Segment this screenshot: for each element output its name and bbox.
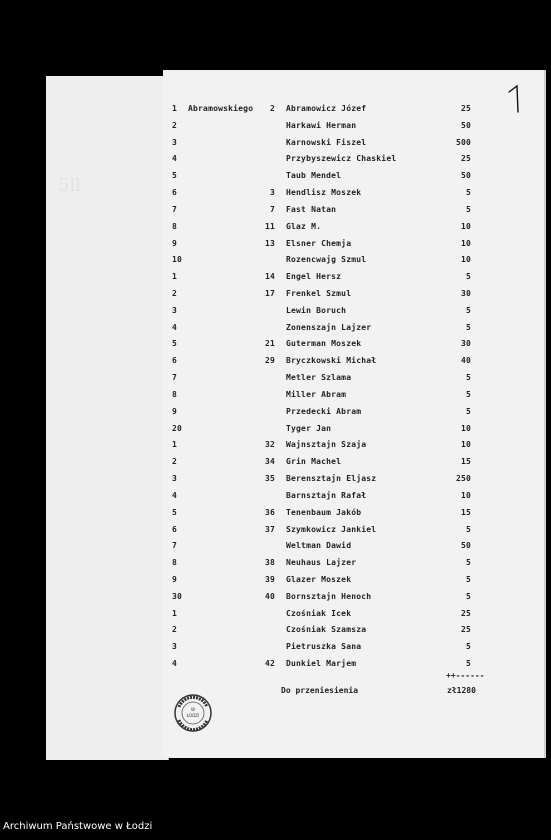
house-number: 38: [264, 558, 275, 568]
row-number: 1: [172, 104, 178, 113]
person-name: Guterman Moszek: [286, 339, 362, 349]
table-row: [0, 154, 551, 170]
row-number: 6: [172, 524, 178, 534]
amount: 25: [460, 154, 471, 164]
person-name: Bryczkowski Michał: [286, 356, 377, 366]
house-number: 42: [264, 659, 275, 669]
row-number: 4: [172, 659, 178, 669]
row-number: 8: [172, 389, 178, 399]
row-number: 8: [172, 221, 178, 231]
person-name: Miller Abram: [286, 389, 347, 399]
amount: 5: [465, 524, 471, 534]
table-row: [0, 188, 551, 204]
amount: 25: [460, 608, 471, 618]
person-name: Tyger Jan: [286, 423, 332, 433]
amount: 5: [465, 322, 471, 332]
amount: 50: [460, 171, 471, 181]
person-name: Metler Szlama: [286, 373, 352, 383]
person-name: Berensztajn Eljasz: [286, 474, 377, 484]
amount: 5: [465, 574, 471, 584]
amount: 5: [465, 659, 471, 669]
row-number: 2: [172, 457, 178, 467]
row-number: 7: [172, 204, 178, 214]
row-number: 5: [172, 507, 178, 517]
row-number: 4: [172, 154, 178, 164]
person-name: Hendlisz Moszek: [286, 188, 362, 198]
total-label: Do przeniesienia: [281, 686, 359, 695]
amount: 10: [460, 238, 471, 248]
row-number: 9: [172, 238, 178, 248]
table-row: [0, 424, 551, 440]
row-number: 4: [172, 322, 178, 332]
table-row: [0, 440, 551, 456]
house-number: 39: [264, 574, 275, 584]
amount: 15: [460, 507, 471, 517]
house-number: 35: [264, 474, 275, 484]
table-row: [0, 239, 551, 255]
amount: 5: [465, 373, 471, 383]
table-row: [0, 171, 551, 187]
table-row: [0, 575, 551, 591]
amount: 50: [460, 120, 471, 130]
amount: 500: [455, 137, 471, 147]
amount: 5: [465, 642, 471, 652]
person-name: Rozencwajg Szmul: [286, 255, 367, 265]
person-name: Przedecki Abram: [286, 406, 362, 416]
person-name: Dunkiel Marjem: [286, 659, 357, 669]
row-number: 4: [172, 490, 178, 500]
person-name: Abramowicz Józef: [286, 104, 367, 113]
person-name: Przybyszewicz Chaskiel: [286, 154, 397, 164]
house-number: 21: [264, 339, 275, 349]
amount: 30: [460, 289, 471, 299]
row-number: 10: [172, 255, 183, 265]
archive-stamp-icon: [173, 693, 213, 733]
table-row: [0, 625, 551, 641]
table-row: [0, 525, 551, 541]
row-number: 20: [172, 423, 183, 433]
amount: 10: [460, 440, 471, 450]
amount: 250: [455, 474, 471, 484]
house-number: 36: [264, 507, 275, 517]
person-name: Czośniak Szamsza: [286, 625, 367, 635]
amount: 10: [460, 255, 471, 265]
row-number: 9: [172, 406, 178, 416]
row-number: 7: [172, 541, 178, 551]
row-number: 5: [172, 339, 178, 349]
table-row: [0, 222, 551, 238]
table-row: [0, 339, 551, 355]
amount: 15: [460, 457, 471, 467]
amount: 25: [460, 625, 471, 635]
table-row: [0, 474, 551, 490]
amount: 10: [460, 221, 471, 231]
table-row: [0, 104, 551, 120]
amount: 5: [465, 406, 471, 416]
total-value: zł1280: [447, 686, 476, 695]
table-row: [0, 407, 551, 423]
person-name: Barnsztajn Rafał: [286, 490, 367, 500]
person-name: Neuhaus Lajzer: [286, 558, 357, 568]
person-name: Taub Mendel: [286, 171, 342, 181]
house-number: 14: [264, 272, 275, 282]
person-name: Engel Hersz: [286, 272, 342, 282]
person-name: Tenenbaum Jakób: [286, 507, 362, 517]
amount: 5: [465, 591, 471, 601]
amount: 40: [460, 356, 471, 366]
person-name: Wajnsztajn Szaja: [286, 440, 367, 450]
amount: 5: [465, 389, 471, 399]
amount: 5: [465, 305, 471, 315]
table-row: [0, 508, 551, 524]
street-name: Abramowskiego: [188, 104, 254, 113]
amount: 50: [460, 541, 471, 551]
house-number: 17: [264, 289, 275, 299]
amount: 25: [460, 104, 471, 113]
table-row: [0, 289, 551, 305]
row-number: 3: [172, 137, 178, 147]
total-separator: ++------: [446, 671, 485, 680]
row-number: 7: [172, 373, 178, 383]
person-name: Lewin Boruch: [286, 305, 347, 315]
table-row: [0, 205, 551, 221]
row-number: 2: [172, 625, 178, 635]
house-number: 32: [264, 440, 275, 450]
house-number: 2: [269, 104, 275, 113]
house-number: 34: [264, 457, 275, 467]
table-row: [0, 491, 551, 507]
table-row: [0, 558, 551, 574]
person-name: Elsner Chemja: [286, 238, 352, 248]
person-name: Weltman Dawid: [286, 541, 352, 551]
row-number: 6: [172, 188, 178, 198]
row-number: 8: [172, 558, 178, 568]
house-number: 37: [264, 524, 275, 534]
house-number: 3: [269, 188, 275, 198]
person-name: Grin Machel: [286, 457, 342, 467]
row-number: 2: [172, 289, 178, 299]
house-number: 13: [264, 238, 275, 248]
house-number: 40: [264, 591, 275, 601]
person-name: Szymkowicz Jankiel: [286, 524, 377, 534]
row-number: 3: [172, 474, 178, 484]
amount: 5: [465, 188, 471, 198]
table-row: [0, 323, 551, 339]
table-row: [0, 390, 551, 406]
row-number: 6: [172, 356, 178, 366]
table-row: [0, 255, 551, 271]
person-name: Pietruszka Sana: [286, 642, 362, 652]
svg-text:W: W: [191, 707, 195, 712]
person-name: Zonenszajn Lajzer: [286, 322, 372, 332]
archive-footer: Archiwum Państwowe w Łodzi: [3, 821, 153, 832]
person-name: Harkawi Herman: [286, 120, 357, 130]
table-row: [0, 592, 551, 608]
table-row: [0, 373, 551, 389]
amount: 10: [460, 490, 471, 500]
table-row: [0, 541, 551, 557]
table-row: [0, 609, 551, 625]
amount: 5: [465, 204, 471, 214]
row-number: 1: [172, 440, 178, 450]
table-row: [0, 642, 551, 658]
amount: 5: [465, 272, 471, 282]
person-name: Frenkel Szmul: [286, 289, 352, 299]
person-name: Glazer Moszek: [286, 574, 352, 584]
row-number: 1: [172, 272, 178, 282]
table-row: [0, 138, 551, 154]
bleed-through-mark: 5ll: [58, 175, 81, 196]
row-number: 1: [172, 608, 178, 618]
table-row: [0, 457, 551, 473]
table-row: [0, 306, 551, 322]
row-number: 5: [172, 171, 178, 181]
table-row: [0, 356, 551, 372]
row-number: 3: [172, 642, 178, 652]
house-number: 29: [264, 356, 275, 366]
row-number: 9: [172, 574, 178, 584]
person-name: Glaz M.: [286, 221, 322, 231]
amount: 10: [460, 423, 471, 433]
row-number: 3: [172, 305, 178, 315]
table-row: [0, 121, 551, 137]
amount: 5: [465, 558, 471, 568]
person-name: Bornsztajn Henoch: [286, 591, 372, 601]
house-number: 11: [264, 221, 275, 231]
table-row: [0, 272, 551, 288]
amount: 30: [460, 339, 471, 349]
house-number: 7: [269, 204, 275, 214]
person-name: Czośniak Icek: [286, 608, 352, 618]
svg-text:ŁODZI: ŁODZI: [186, 713, 200, 718]
person-name: Fast Natan: [286, 204, 337, 214]
row-number: 30: [172, 591, 183, 601]
person-name: Karnowski Fiszel: [286, 137, 367, 147]
row-number: 2: [172, 120, 178, 130]
